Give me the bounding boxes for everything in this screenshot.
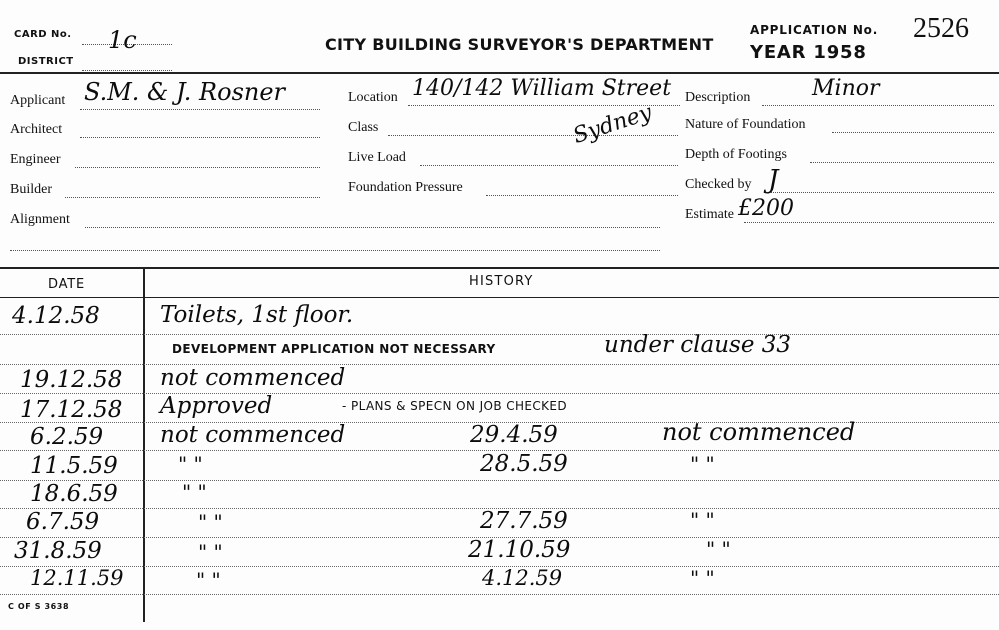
description-value: Minor bbox=[812, 76, 880, 101]
extra-line bbox=[10, 250, 660, 251]
architect-label: Architect bbox=[10, 122, 63, 137]
description-line bbox=[762, 105, 994, 106]
history-text2: not commenced bbox=[662, 418, 856, 446]
history-text: not commenced bbox=[160, 365, 346, 391]
estimate-line bbox=[744, 222, 994, 223]
depth-of-footings-line bbox=[810, 162, 994, 163]
card-no-label: CARD No. bbox=[14, 29, 72, 40]
foundation-pressure-line bbox=[486, 195, 678, 196]
class-line bbox=[388, 135, 678, 136]
card-no-value: 1c bbox=[108, 26, 137, 54]
ruled-line bbox=[0, 364, 999, 365]
location-label: Location bbox=[348, 90, 398, 105]
history-text2: " " bbox=[690, 508, 715, 532]
district-label: DISTRICT bbox=[18, 56, 74, 67]
date-column-divider bbox=[143, 267, 145, 622]
year-label: YEAR 1958 bbox=[750, 42, 867, 63]
alignment-label: Alignment bbox=[10, 212, 70, 227]
location-value: 140/142 William Street bbox=[412, 76, 672, 101]
history-date2: 4.12.59 bbox=[482, 566, 563, 590]
history-date: 6.2.59 bbox=[30, 424, 104, 450]
history-text: not commenced bbox=[160, 422, 346, 448]
history-text2: " " bbox=[690, 566, 715, 590]
history-stamp: DEVELOPMENT APPLICATION NOT NECESSARY bbox=[172, 342, 496, 356]
checked-by-value: J bbox=[768, 165, 779, 195]
ruled-line bbox=[0, 594, 999, 595]
ruled-line bbox=[0, 393, 999, 394]
checked-by-label: Checked by bbox=[685, 177, 752, 192]
department-title: CITY BUILDING SURVEYOR'S DEPARTMENT bbox=[325, 35, 714, 54]
builder-line bbox=[65, 197, 320, 198]
applicant-value: S.M. & J. Rosner bbox=[84, 78, 286, 106]
history-text: Approved bbox=[160, 393, 273, 419]
history-top-divider bbox=[0, 267, 999, 269]
class-label: Class bbox=[348, 120, 379, 135]
application-no-label: APPLICATION No. bbox=[750, 23, 879, 37]
date-header: DATE bbox=[48, 277, 86, 292]
history-text: " " bbox=[178, 452, 203, 476]
history-date: 17.12.58 bbox=[20, 397, 123, 423]
history-date: 31.8.59 bbox=[14, 538, 102, 564]
application-no-value: 2526 bbox=[913, 13, 969, 44]
alignment-line bbox=[85, 227, 660, 228]
history-date: 18.6.59 bbox=[30, 481, 118, 507]
history-date: 11.5.59 bbox=[30, 453, 118, 479]
applicant-line bbox=[80, 109, 320, 110]
history-stamp: - PLANS & SPECN ON JOB CHECKED bbox=[342, 399, 568, 413]
history-text: Toilets, 1st floor. bbox=[160, 302, 354, 328]
history-text2: " " bbox=[706, 537, 731, 561]
architect-line bbox=[80, 137, 320, 138]
engineer-line bbox=[75, 167, 320, 168]
history-text-hand: under clause 33 bbox=[604, 332, 792, 358]
live-load-line bbox=[420, 165, 678, 166]
history-header-divider bbox=[0, 297, 999, 298]
nature-of-foundation-label: Nature of Foundation bbox=[685, 117, 806, 132]
history-date2: 29.4.59 bbox=[470, 422, 558, 448]
estimate-value: £200 bbox=[738, 196, 794, 221]
history-date: 6.7.59 bbox=[26, 509, 100, 535]
history-date: 19.12.58 bbox=[20, 367, 123, 393]
live-load-label: Live Load bbox=[348, 150, 406, 165]
ruled-line bbox=[0, 334, 999, 335]
history-date2: 21.10.59 bbox=[468, 537, 571, 563]
history-date2: 27.7.59 bbox=[480, 508, 568, 534]
header-divider bbox=[0, 72, 999, 74]
history-text2: " " bbox=[690, 452, 715, 476]
history-date: 4.12.58 bbox=[12, 303, 100, 329]
location-suburb: Sydney bbox=[570, 100, 656, 149]
district-line bbox=[82, 70, 172, 71]
checked-by-line bbox=[768, 192, 994, 193]
estimate-label: Estimate bbox=[685, 207, 734, 222]
history-date2: 28.5.59 bbox=[480, 451, 568, 477]
builder-label: Builder bbox=[10, 182, 52, 197]
applicant-label: Applicant bbox=[10, 93, 66, 108]
description-label: Description bbox=[685, 90, 751, 105]
history-text: " " bbox=[198, 510, 223, 534]
history-header: HISTORY bbox=[469, 274, 534, 289]
ruled-line bbox=[0, 480, 999, 481]
history-text: " " bbox=[196, 568, 221, 592]
history-text: " " bbox=[198, 540, 223, 564]
nature-of-foundation-line bbox=[832, 132, 994, 133]
history-text: " " bbox=[182, 480, 207, 504]
foundation-pressure-label: Foundation Pressure bbox=[348, 180, 463, 195]
depth-of-footings-label: Depth of Footings bbox=[685, 147, 787, 162]
engineer-label: Engineer bbox=[10, 152, 61, 167]
form-code: C OF S 3638 bbox=[8, 602, 70, 611]
history-date: 12.11.59 bbox=[30, 566, 124, 590]
